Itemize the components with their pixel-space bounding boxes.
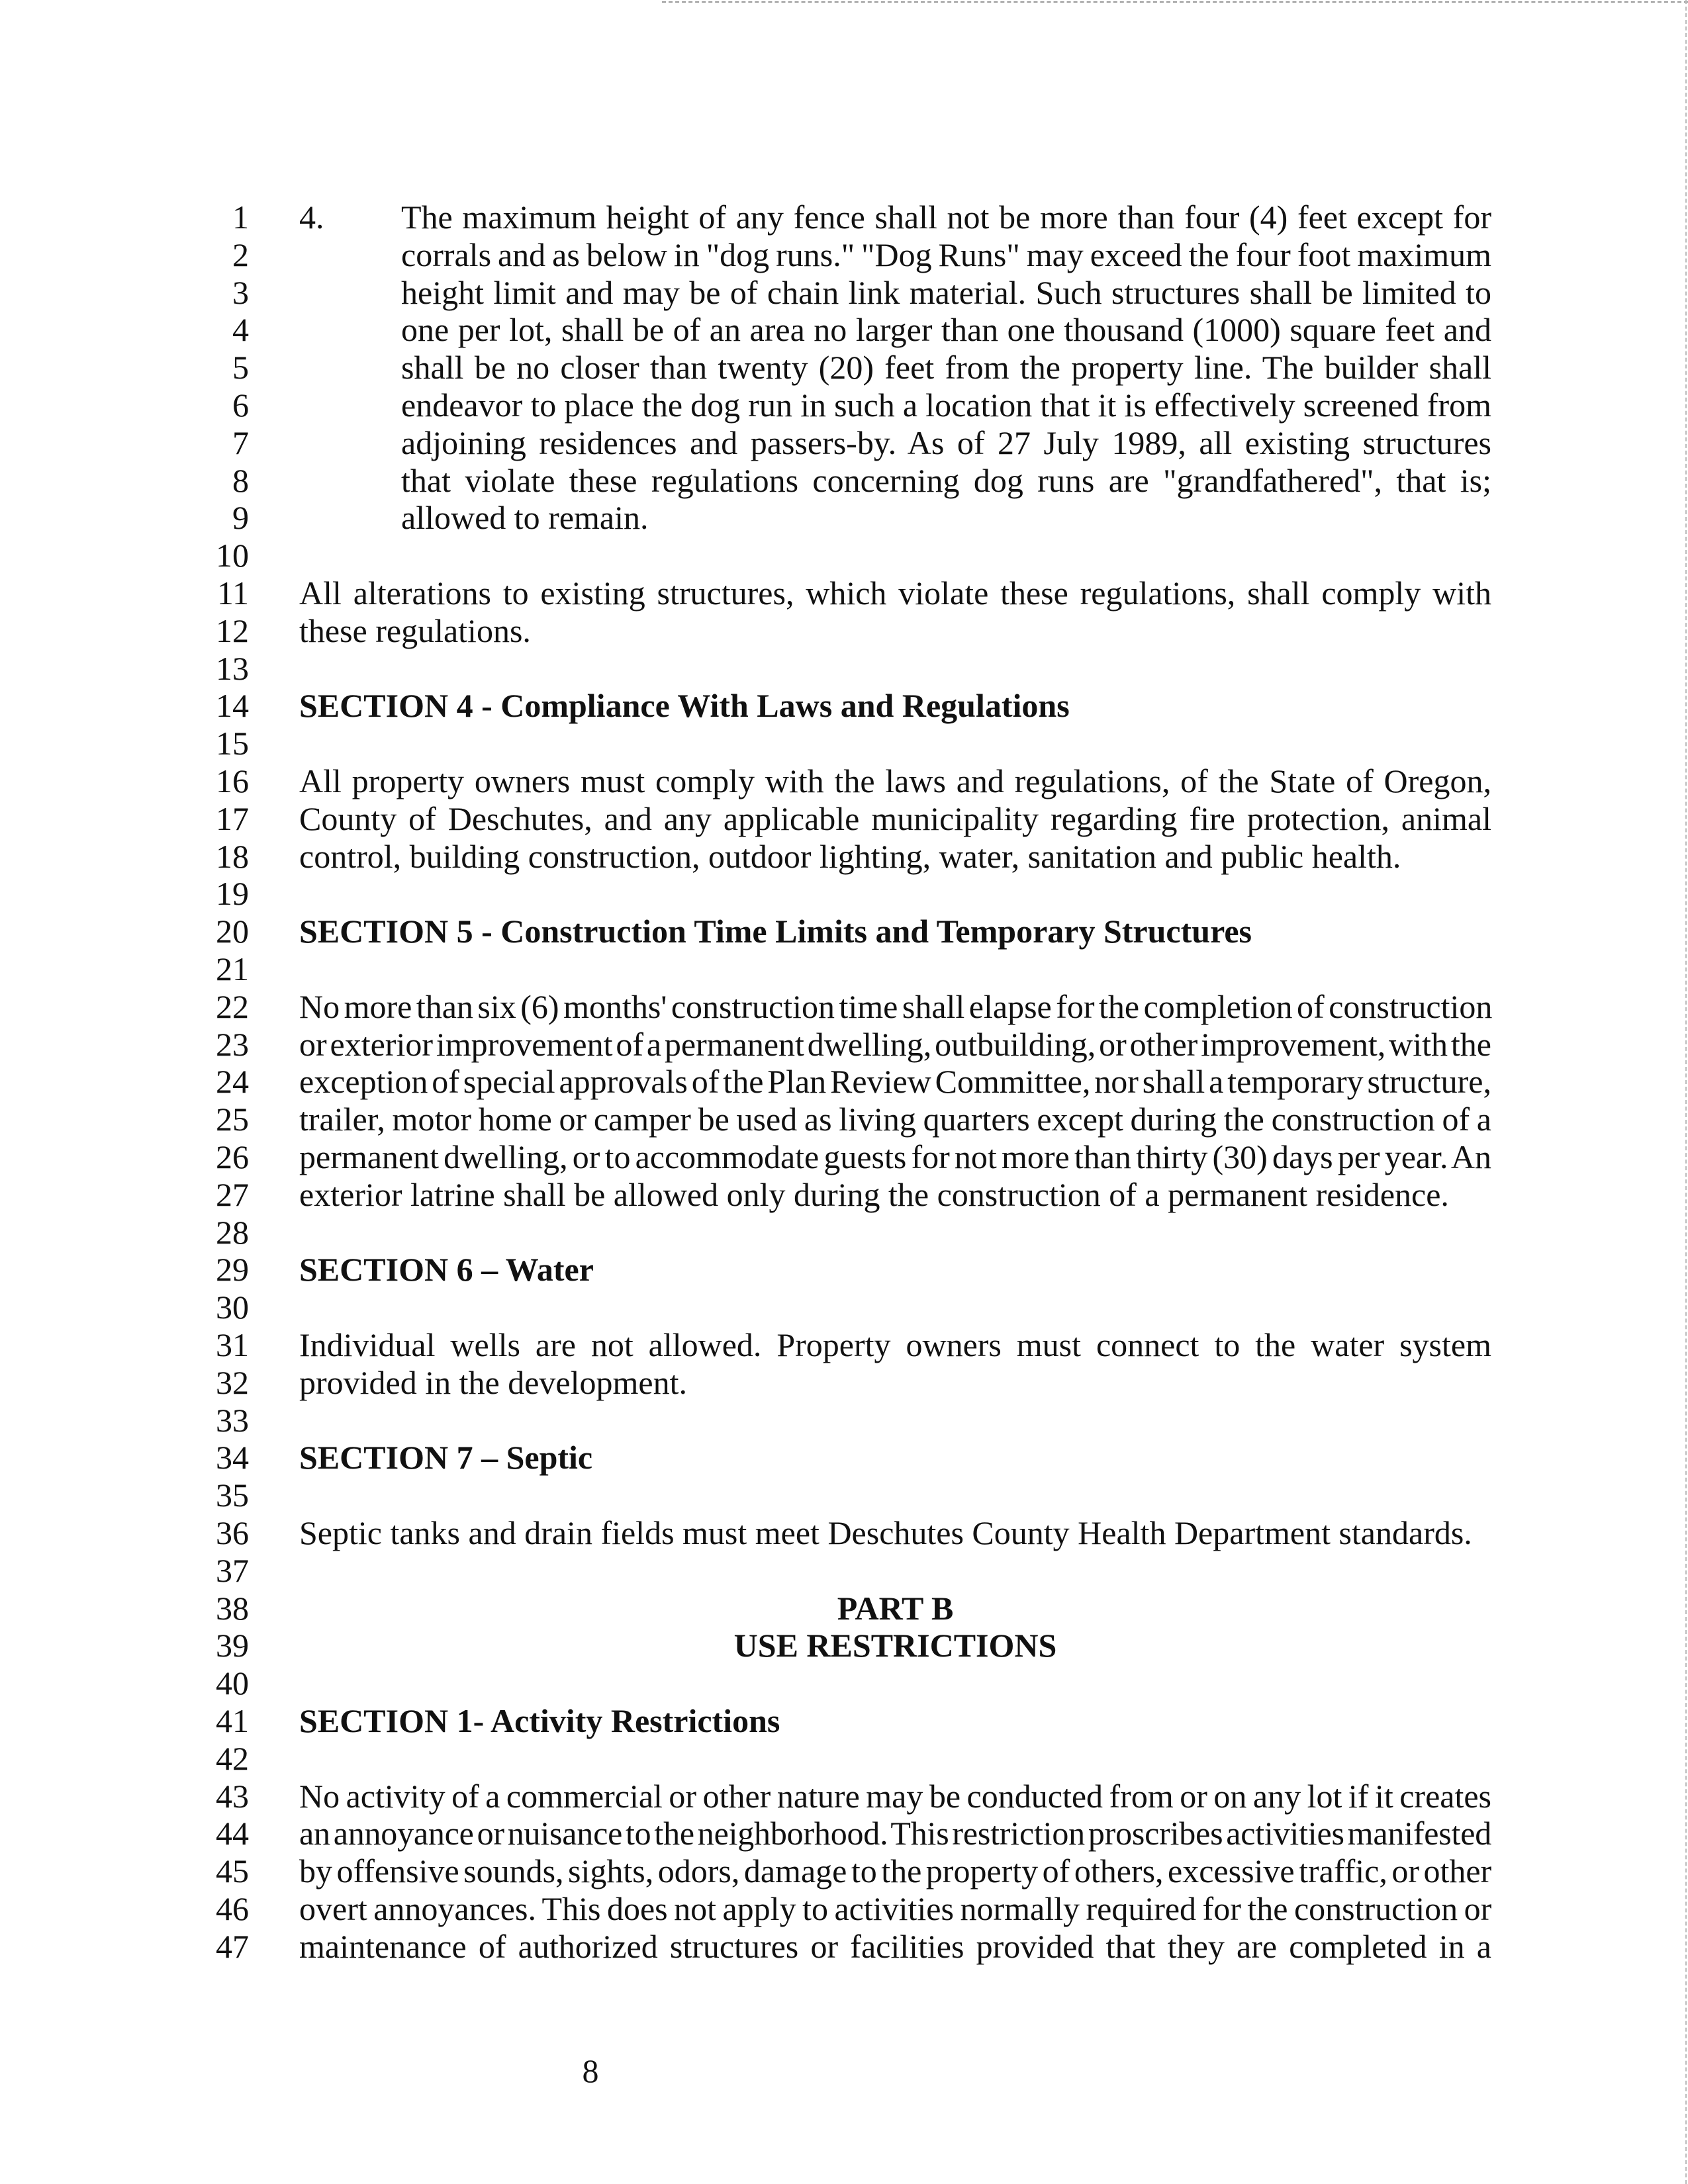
line-text: an annoyance or nuisance to the neighborhood. This restriction proscribes activities manifested	[299, 1815, 1491, 1852]
document-line	[0, 650, 1688, 688]
document-line	[0, 1664, 1688, 1702]
document-line	[0, 462, 1688, 500]
line-number: 10	[216, 537, 249, 574]
document-line	[0, 1439, 1688, 1477]
line-number: 47	[216, 1927, 249, 1965]
line-number: 7	[232, 424, 249, 461]
line-number: 44	[216, 1815, 249, 1852]
line-number: 4	[232, 311, 249, 349]
document-line	[0, 687, 1688, 725]
document-line	[0, 1890, 1688, 1928]
line-number: 43	[216, 1777, 249, 1815]
line-text: that violate these regulations concerning dog runs are "grandfathered", that is;	[401, 461, 1491, 499]
line-text: shall be no closer than twenty (20) feet from the property line. The builder shall	[401, 349, 1491, 387]
line-number: 32	[216, 1363, 249, 1401]
line-number: 31	[216, 1326, 249, 1363]
section-heading: SECTION 5 - Construction Time Limits and Temporary Structures	[299, 913, 1252, 950]
line-text: corrals and as below in "dog runs." "Dog Runs" may exceed the four foot maximum	[401, 236, 1491, 273]
line-number: 14	[216, 687, 249, 725]
document-line	[0, 838, 1688, 876]
line-number: 17	[216, 799, 249, 837]
document-line	[0, 1778, 1688, 1815]
document-line	[0, 1214, 1688, 1251]
document-line	[0, 349, 1688, 387]
line-number: 15	[216, 725, 249, 762]
line-text: No more than six (6) months' construction time shall elapse for the completion of construction	[299, 987, 1493, 1025]
document-line	[0, 1552, 1688, 1590]
page-number: 8	[582, 2052, 599, 2089]
document-line	[0, 800, 1688, 838]
line-number: 22	[216, 987, 249, 1025]
line-text: provided in the development.	[299, 1363, 687, 1401]
document-line	[0, 725, 1688, 762]
line-number: 5	[232, 349, 249, 387]
line-number: 9	[232, 499, 249, 537]
line-number: 36	[216, 1514, 249, 1551]
section-heading: SECTION 1- Activity Restrictions	[299, 1702, 780, 1739]
line-number: 3	[232, 273, 249, 311]
document-line	[0, 236, 1688, 274]
document-line	[0, 950, 1688, 988]
section-heading: USE RESTRICTIONS	[733, 1627, 1057, 1664]
line-number: 19	[216, 875, 249, 913]
line-text: or exterior improvement of a permanent dwelling, outbuilding, or other improvement, with the	[299, 1025, 1491, 1063]
line-text: maintenance of authorized structures or facilities provided that they are completed in a	[299, 1927, 1491, 1965]
document-line	[0, 612, 1688, 650]
document-line	[0, 424, 1688, 462]
line-number: 2	[232, 236, 249, 273]
line-text: adjoining residences and passers-by. As of 27 July 1989, all existing structures	[401, 424, 1491, 461]
line-number: 28	[216, 1213, 249, 1251]
line-text: endeavor to place the dog run in such a location that it is effectively screened from	[401, 387, 1491, 424]
section-heading: SECTION 4 - Compliance With Laws and Regulations	[299, 687, 1070, 725]
document-line	[0, 1402, 1688, 1439]
line-number: 41	[216, 1702, 249, 1739]
line-number: 13	[216, 649, 249, 687]
line-number: 11	[216, 574, 249, 612]
line-number: 39	[216, 1627, 249, 1664]
line-text: these regulations.	[299, 612, 531, 649]
line-number: 29	[216, 1251, 249, 1289]
document-line	[0, 1026, 1688, 1064]
line-number: 34	[216, 1439, 249, 1477]
line-number: 35	[216, 1477, 249, 1514]
document-line	[0, 574, 1688, 612]
line-number: 20	[216, 913, 249, 950]
line-number: 16	[216, 762, 249, 799]
document-line	[0, 274, 1688, 312]
line-number: 8	[232, 461, 249, 499]
line-text: All alterations to existing structures, which violate these regulations, shall comply with	[299, 574, 1491, 612]
document-line	[0, 1326, 1688, 1364]
document-line	[0, 537, 1688, 574]
line-text: control, building construction, outdoor lighting, water, sanitation and public health.	[299, 837, 1401, 875]
line-text: permanent dwelling, or to accommodate guests for not more than thirty (30) days per year. An	[299, 1138, 1491, 1175]
line-number: 18	[216, 837, 249, 875]
document-line	[0, 1627, 1688, 1664]
line-number: 37	[216, 1551, 249, 1589]
document-line	[0, 1289, 1688, 1326]
line-number: 27	[216, 1175, 249, 1213]
line-number: 6	[232, 387, 249, 424]
document-line	[0, 311, 1688, 349]
line-number: 33	[216, 1401, 249, 1439]
document-line	[0, 1514, 1688, 1552]
document-line	[0, 199, 1688, 236]
line-number: 46	[216, 1890, 249, 1927]
document-line	[0, 875, 1688, 913]
line-number: 30	[216, 1289, 249, 1326]
line-number: 21	[216, 950, 249, 987]
document-line	[0, 1590, 1688, 1627]
document-line	[0, 988, 1688, 1026]
line-text: trailer, motor home or camper be used as living quarters except during the construction of a	[299, 1101, 1491, 1138]
document-line	[0, 1477, 1688, 1514]
line-text: allowed to remain.	[401, 499, 649, 537]
line-number: 12	[216, 612, 249, 649]
line-text: Individual wells are not allowed. Property owners must connect to the water system	[299, 1326, 1491, 1363]
line-number: 23	[216, 1025, 249, 1063]
line-text: The maximum height of any fence shall not be more than four (4) feet except for	[401, 199, 1491, 236]
line-text: All property owners must comply with the laws and regulations, of the State of Oregon,	[299, 762, 1491, 799]
line-number: 24	[216, 1063, 249, 1101]
line-text: exception of special approvals of the Plan Review Committee, nor shall a temporary structure,	[299, 1063, 1491, 1101]
document-line	[0, 1740, 1688, 1778]
document-line	[0, 1138, 1688, 1176]
section-heading: SECTION 7 – Septic	[299, 1439, 593, 1477]
section-heading: SECTION 6 – Water	[299, 1251, 594, 1289]
line-number: 45	[216, 1852, 249, 1890]
line-number: 42	[216, 1739, 249, 1777]
document-line	[0, 762, 1688, 800]
line-text: County of Deschutes, and any applicable municipality regarding fire protection, animal	[299, 799, 1491, 837]
line-text: Septic tanks and drain fields must meet Deschutes County Health Department standards.	[299, 1514, 1472, 1551]
section-heading: PART B	[837, 1589, 954, 1627]
document-line	[0, 913, 1688, 950]
document-line	[0, 1928, 1688, 1966]
line-number: 26	[216, 1138, 249, 1175]
scan-edge-top	[662, 1, 1688, 3]
document-line	[0, 1702, 1688, 1740]
document-line	[0, 1176, 1688, 1214]
line-number: 40	[216, 1664, 249, 1702]
line-number: 25	[216, 1101, 249, 1138]
line-text: No activity of a commercial or other nature may be conducted from or on any lot if it creates	[299, 1777, 1491, 1815]
line-text: height limit and may be of chain link material. Such structures shall be limited to	[401, 273, 1491, 311]
line-text: exterior latrine shall be allowed only during the construction of a permanent residence.	[299, 1175, 1449, 1213]
line-text: by offensive sounds, sights, odors, damage to the property of others, excessive traffic, or other	[299, 1852, 1492, 1890]
document-line	[0, 1101, 1688, 1138]
line-number: 38	[216, 1589, 249, 1627]
document-line	[0, 387, 1688, 424]
line-text: one per lot, shall be of an area no larger than one thousand (1000) square feet and	[401, 311, 1491, 349]
line-number: 1	[232, 199, 249, 236]
document-line	[0, 1251, 1688, 1289]
line-text: overt annoyances. This does not apply to activities normally required for the construction or	[299, 1890, 1492, 1927]
list-marker: 4.	[299, 199, 324, 236]
document-line	[0, 1063, 1688, 1101]
document-line	[0, 1852, 1688, 1890]
document-line	[0, 499, 1688, 537]
document-line	[0, 1815, 1688, 1852]
document-line	[0, 1364, 1688, 1402]
